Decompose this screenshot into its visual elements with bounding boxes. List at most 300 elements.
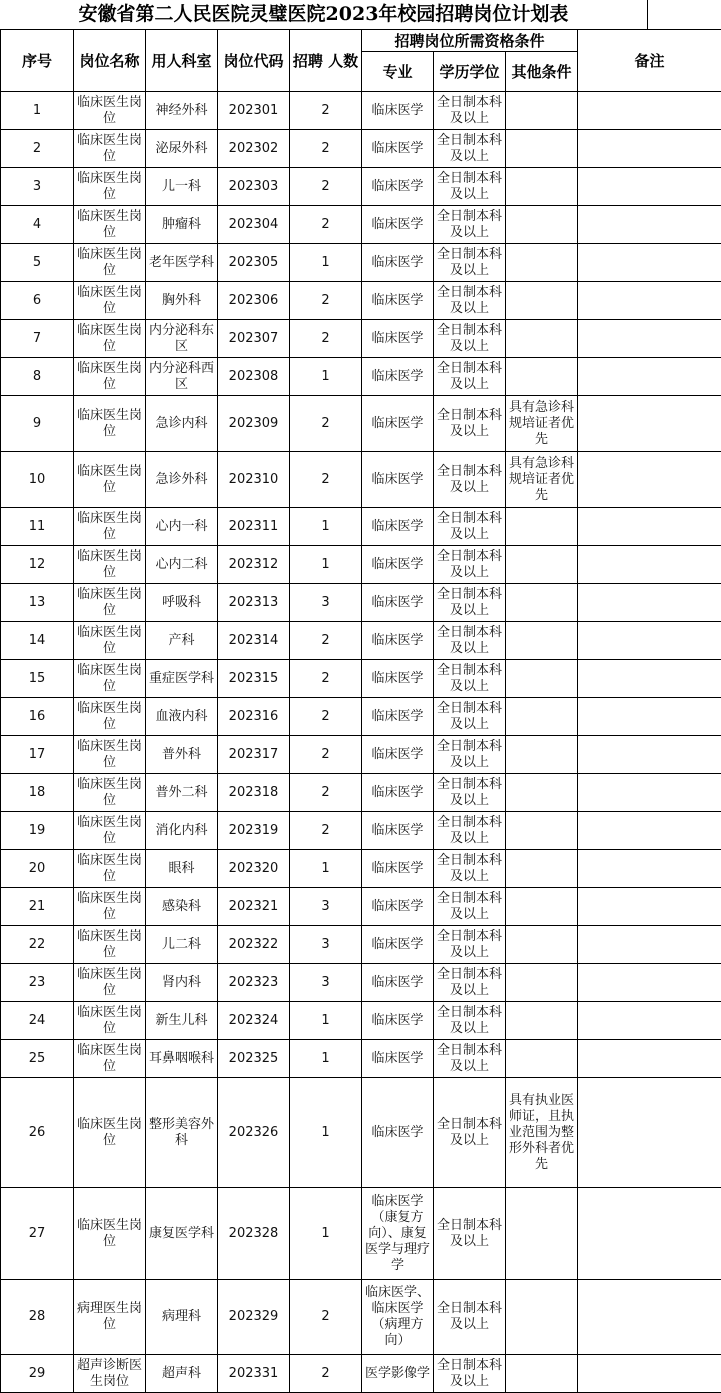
remark-cell [578,964,721,1002]
seq-cell: 26 [1,1078,74,1188]
other-cell [506,774,578,812]
code-cell: 202301 [218,92,290,130]
major-cell: 临床医学 [362,812,434,850]
position-cell: 临床医生岗位 [74,812,146,850]
other-cell [506,698,578,736]
remark-cell [578,736,721,774]
table-row [1,282,721,320]
seq-cell: 28 [1,1280,74,1355]
major-cell: 临床医学 [362,452,434,508]
code-cell: 202331 [218,1355,290,1393]
code-cell: 202322 [218,926,290,964]
remark-cell [578,660,721,698]
count-cell: 2 [290,396,362,452]
table-row [1,584,721,622]
major-cell: 临床医学 [362,926,434,964]
remark-cell [578,92,721,130]
department-cell: 老年医学科 [146,244,218,282]
seq-cell: 12 [1,546,74,584]
table-row [1,130,721,168]
remark-cell [578,1188,721,1280]
major-cell: 临床医学 [362,1040,434,1078]
count-cell: 2 [290,206,362,244]
major-cell: 临床医学 [362,320,434,358]
department-cell: 整形美容外科 [146,1078,218,1188]
major-cell: 临床医学 [362,964,434,1002]
table-row [1,92,721,130]
major-cell: 医学影像学 [362,1355,434,1393]
position-cell: 临床医生岗位 [74,964,146,1002]
seq-cell: 13 [1,584,74,622]
count-cell: 2 [290,698,362,736]
recruitment-table [0,29,721,1393]
other-cell [506,812,578,850]
seq-cell: 17 [1,736,74,774]
remark-cell [578,282,721,320]
seq-cell: 7 [1,320,74,358]
count-cell: 2 [290,452,362,508]
major-cell: 临床医学 [362,1002,434,1040]
count-cell: 1 [290,244,362,282]
code-cell: 202329 [218,1280,290,1355]
education-cell: 全日制本科及以上 [434,1355,506,1393]
major-cell: 临床医学 [362,546,434,584]
count-cell: 2 [290,622,362,660]
count-cell: 2 [290,774,362,812]
seq-cell: 18 [1,774,74,812]
education-cell: 全日制本科及以上 [434,584,506,622]
count-cell: 2 [290,660,362,698]
remark-cell [578,622,721,660]
seq-cell: 21 [1,888,74,926]
code-cell: 202318 [218,774,290,812]
seq-cell: 2 [1,130,74,168]
education-cell: 全日制本科及以上 [434,168,506,206]
major-cell: 临床医学 [362,206,434,244]
code-cell: 202303 [218,168,290,206]
count-cell: 1 [290,1078,362,1188]
major-cell: 临床医学 [362,660,434,698]
table-row [1,358,721,396]
code-cell: 202316 [218,698,290,736]
seq-cell: 24 [1,1002,74,1040]
department-cell: 消化内科 [146,812,218,850]
code-cell: 202311 [218,508,290,546]
header-major: 专业 [362,52,434,92]
count-cell: 1 [290,1188,362,1280]
table-row [1,508,721,546]
education-cell: 全日制本科及以上 [434,508,506,546]
remark-cell [578,168,721,206]
seq-cell: 1 [1,92,74,130]
seq-cell: 23 [1,964,74,1002]
count-cell: 2 [290,812,362,850]
education-cell: 全日制本科及以上 [434,546,506,584]
seq-cell: 6 [1,282,74,320]
department-cell: 肾内科 [146,964,218,1002]
education-cell: 全日制本科及以上 [434,964,506,1002]
department-cell: 新生儿科 [146,1002,218,1040]
remark-cell [578,358,721,396]
other-cell [506,584,578,622]
other-cell: 具有执业医师证，且执业范围为整形外科者优先 [506,1078,578,1188]
major-cell: 临床医学 [362,774,434,812]
table-row [1,812,721,850]
code-cell: 202314 [218,622,290,660]
code-cell: 202313 [218,584,290,622]
department-cell: 泌尿外科 [146,130,218,168]
other-cell [506,206,578,244]
seq-cell: 14 [1,622,74,660]
department-cell: 耳鼻咽喉科 [146,1040,218,1078]
seq-cell: 10 [1,452,74,508]
other-cell [506,1280,578,1355]
count-cell: 2 [290,1355,362,1393]
major-cell: 临床医学（康复方向）、康复医学与理疗学 [362,1188,434,1280]
position-cell: 临床医生岗位 [74,168,146,206]
department-cell: 呼吸科 [146,584,218,622]
count-cell: 1 [290,1002,362,1040]
education-cell: 全日制本科及以上 [434,736,506,774]
major-cell: 临床医学 [362,1078,434,1188]
department-cell: 普外二科 [146,774,218,812]
education-cell: 全日制本科及以上 [434,358,506,396]
education-cell: 全日制本科及以上 [434,320,506,358]
table-row [1,452,721,508]
count-cell: 2 [290,168,362,206]
department-cell: 心内二科 [146,546,218,584]
header-department: 用人科室 [146,30,218,92]
seq-cell: 25 [1,1040,74,1078]
seq-cell: 22 [1,926,74,964]
department-cell: 感染科 [146,888,218,926]
other-cell [506,736,578,774]
seq-cell: 15 [1,660,74,698]
table-row [1,622,721,660]
major-cell: 临床医学 [362,736,434,774]
major-cell: 临床医学 [362,698,434,736]
remark-cell [578,812,721,850]
other-cell [506,1040,578,1078]
remark-cell [578,850,721,888]
header-remark: 备注 [578,30,721,92]
code-cell: 202305 [218,244,290,282]
position-cell: 临床医生岗位 [74,546,146,584]
other-cell [506,1188,578,1280]
department-cell: 眼科 [146,850,218,888]
table-row [1,244,721,282]
other-cell [506,358,578,396]
position-cell: 临床医生岗位 [74,452,146,508]
count-cell: 3 [290,584,362,622]
education-cell: 全日制本科及以上 [434,888,506,926]
remark-cell [578,508,721,546]
education-cell: 全日制本科及以上 [434,850,506,888]
table-row [1,1002,721,1040]
header-code: 岗位代码 [218,30,290,92]
position-cell: 临床医生岗位 [74,584,146,622]
other-cell [506,282,578,320]
position-cell: 临床医生岗位 [74,206,146,244]
education-cell: 全日制本科及以上 [434,1040,506,1078]
seq-cell: 5 [1,244,74,282]
table-row [1,1040,721,1078]
table-row [1,774,721,812]
position-cell: 临床医生岗位 [74,736,146,774]
position-cell: 临床医生岗位 [74,888,146,926]
other-cell [506,320,578,358]
department-cell: 急诊外科 [146,452,218,508]
code-cell: 202328 [218,1188,290,1280]
major-cell: 临床医学、临床医学（病理方向） [362,1280,434,1355]
department-cell: 血液内科 [146,698,218,736]
position-cell: 临床医生岗位 [74,622,146,660]
position-cell: 病理医生岗位 [74,1280,146,1355]
department-cell: 肿瘤科 [146,206,218,244]
header-qualification-group: 招聘岗位所需资格条件 [362,30,578,52]
other-cell [506,888,578,926]
other-cell [506,130,578,168]
major-cell: 临床医学 [362,358,434,396]
education-cell: 全日制本科及以上 [434,244,506,282]
code-cell: 202320 [218,850,290,888]
code-cell: 202325 [218,1040,290,1078]
position-cell: 临床医生岗位 [74,1040,146,1078]
header-count: 招聘 人数 [290,30,362,92]
remark-cell [578,206,721,244]
major-cell: 临床医学 [362,92,434,130]
major-cell: 临床医学 [362,168,434,206]
other-cell: 具有急诊科规培证者优先 [506,452,578,508]
department-cell: 胸外科 [146,282,218,320]
table-row [1,736,721,774]
code-cell: 202310 [218,452,290,508]
education-cell: 全日制本科及以上 [434,130,506,168]
position-cell: 临床医生岗位 [74,660,146,698]
remark-cell [578,1355,721,1393]
remark-cell [578,546,721,584]
remark-cell [578,774,721,812]
count-cell: 2 [290,320,362,358]
other-cell [506,92,578,130]
table-row [1,546,721,584]
department-cell: 康复医学科 [146,1188,218,1280]
count-cell: 2 [290,1280,362,1355]
count-cell: 2 [290,130,362,168]
table-row [1,396,721,452]
remark-cell [578,1002,721,1040]
department-cell: 心内一科 [146,508,218,546]
table-row [1,1188,721,1280]
remark-cell [578,320,721,358]
other-cell [506,1002,578,1040]
position-cell: 临床医生岗位 [74,358,146,396]
code-cell: 202304 [218,206,290,244]
department-cell: 内分泌科东区 [146,320,218,358]
position-cell: 临床医生岗位 [74,320,146,358]
seq-cell: 3 [1,168,74,206]
table-row [1,964,721,1002]
remark-cell [578,698,721,736]
other-cell: 具有急诊科规培证者优先 [506,396,578,452]
table-row [1,888,721,926]
education-cell: 全日制本科及以上 [434,1002,506,1040]
code-cell: 202323 [218,964,290,1002]
major-cell: 临床医学 [362,130,434,168]
education-cell: 全日制本科及以上 [434,1078,506,1188]
department-cell: 病理科 [146,1280,218,1355]
header-seq: 序号 [1,30,74,92]
department-cell: 普外科 [146,736,218,774]
remark-cell [578,888,721,926]
count-cell: 3 [290,964,362,1002]
count-cell: 3 [290,926,362,964]
education-cell: 全日制本科及以上 [434,282,506,320]
other-cell [506,168,578,206]
seq-cell: 4 [1,206,74,244]
department-cell: 儿二科 [146,926,218,964]
code-cell: 202308 [218,358,290,396]
remark-cell [578,244,721,282]
education-cell: 全日制本科及以上 [434,698,506,736]
major-cell: 临床医学 [362,888,434,926]
department-cell: 急诊内科 [146,396,218,452]
position-cell: 临床医生岗位 [74,244,146,282]
count-cell: 1 [290,508,362,546]
remark-cell [578,130,721,168]
education-cell: 全日制本科及以上 [434,1188,506,1280]
table-row [1,1280,721,1355]
count-cell: 1 [290,546,362,584]
department-cell: 重症医学科 [146,660,218,698]
other-cell [506,1355,578,1393]
seq-cell: 29 [1,1355,74,1393]
position-cell: 临床医生岗位 [74,282,146,320]
department-cell: 儿一科 [146,168,218,206]
position-cell: 临床医生岗位 [74,1188,146,1280]
position-cell: 临床医生岗位 [74,1078,146,1188]
header-education: 学历学位 [434,52,506,92]
major-cell: 临床医学 [362,850,434,888]
count-cell: 3 [290,888,362,926]
other-cell [506,660,578,698]
page-title: 安徽省第二人民医院灵璧医院2023年校园招聘岗位计划表 [0,0,648,29]
table-row [1,1078,721,1188]
position-cell: 超声诊断医生岗位 [74,1355,146,1393]
table-row [1,1355,721,1393]
remark-cell [578,926,721,964]
code-cell: 202324 [218,1002,290,1040]
major-cell: 临床医学 [362,396,434,452]
code-cell: 202315 [218,660,290,698]
other-cell [506,622,578,660]
education-cell: 全日制本科及以上 [434,774,506,812]
position-cell: 临床医生岗位 [74,1002,146,1040]
count-cell: 1 [290,850,362,888]
position-cell: 临床医生岗位 [74,92,146,130]
major-cell: 临床医学 [362,622,434,660]
seq-cell: 27 [1,1188,74,1280]
education-cell: 全日制本科及以上 [434,926,506,964]
count-cell: 1 [290,1040,362,1078]
code-cell: 202309 [218,396,290,452]
seq-cell: 11 [1,508,74,546]
table-row [1,206,721,244]
other-cell [506,244,578,282]
other-cell [506,508,578,546]
other-cell [506,926,578,964]
education-cell: 全日制本科及以上 [434,1280,506,1355]
table-row [1,698,721,736]
remark-cell [578,452,721,508]
major-cell: 临床医学 [362,244,434,282]
remark-cell [578,584,721,622]
remark-cell [578,1280,721,1355]
position-cell: 临床医生岗位 [74,774,146,812]
header-position: 岗位名称 [74,30,146,92]
education-cell: 全日制本科及以上 [434,660,506,698]
department-cell: 神经外科 [146,92,218,130]
position-cell: 临床医生岗位 [74,130,146,168]
table-row [1,168,721,206]
count-cell: 2 [290,282,362,320]
count-cell: 1 [290,358,362,396]
department-cell: 超声科 [146,1355,218,1393]
major-cell: 临床医学 [362,282,434,320]
code-cell: 202307 [218,320,290,358]
table-row [1,320,721,358]
department-cell: 产科 [146,622,218,660]
remark-cell [578,1078,721,1188]
position-cell: 临床医生岗位 [74,396,146,452]
position-cell: 临床医生岗位 [74,926,146,964]
department-cell: 内分泌科西区 [146,358,218,396]
seq-cell: 16 [1,698,74,736]
position-cell: 临床医生岗位 [74,508,146,546]
education-cell: 全日制本科及以上 [434,622,506,660]
other-cell [506,964,578,1002]
education-cell: 全日制本科及以上 [434,92,506,130]
table-body [1,92,721,1393]
table-row [1,926,721,964]
major-cell: 临床医学 [362,508,434,546]
code-cell: 202312 [218,546,290,584]
seq-cell: 19 [1,812,74,850]
remark-cell [578,1040,721,1078]
position-cell: 临床医生岗位 [74,850,146,888]
table-row [1,660,721,698]
code-cell: 202317 [218,736,290,774]
code-cell: 202321 [218,888,290,926]
other-cell [506,850,578,888]
count-cell: 2 [290,736,362,774]
education-cell: 全日制本科及以上 [434,452,506,508]
position-cell: 临床医生岗位 [74,698,146,736]
other-cell [506,546,578,584]
seq-cell: 20 [1,850,74,888]
education-cell: 全日制本科及以上 [434,206,506,244]
code-cell: 202306 [218,282,290,320]
code-cell: 202302 [218,130,290,168]
table-row [1,850,721,888]
education-cell: 全日制本科及以上 [434,396,506,452]
seq-cell: 8 [1,358,74,396]
header-other: 其他条件 [506,52,578,92]
count-cell: 2 [290,92,362,130]
education-cell: 全日制本科及以上 [434,812,506,850]
seq-cell: 9 [1,396,74,452]
major-cell: 临床医学 [362,584,434,622]
